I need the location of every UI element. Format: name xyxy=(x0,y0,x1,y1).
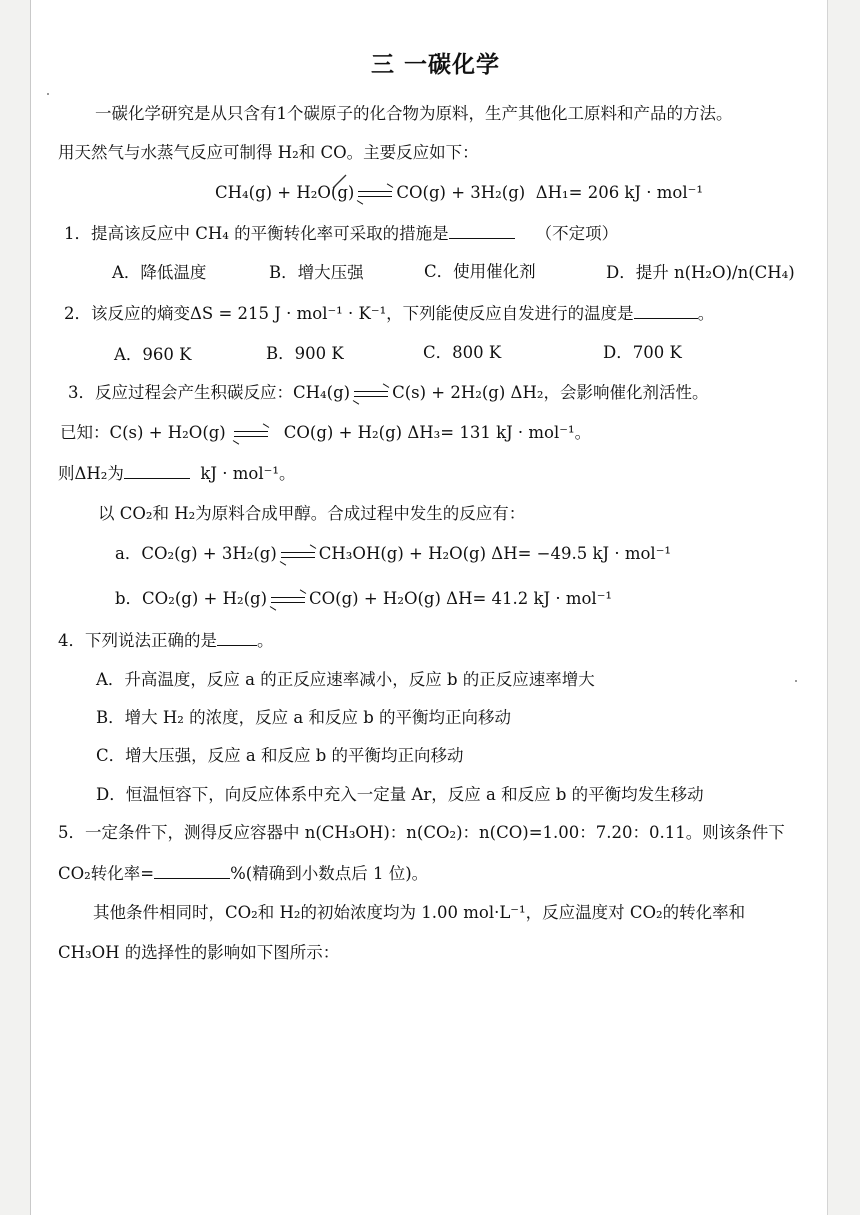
answer-blank-1 xyxy=(449,222,515,239)
q2-option-c: C．800 K xyxy=(423,343,502,362)
intro-line-2: 用天然气与水蒸气反应可制得 H₂和 CO。主要反应如下： xyxy=(58,143,479,162)
q4-option-a: A．升高温度，反应 a 的正反应速率减小，反应 b 的正反应速率增大 xyxy=(96,670,595,689)
scan-speck xyxy=(795,680,797,682)
reaction-b-reactants: b．CO₂(g) + H₂(g) xyxy=(115,589,268,608)
reaction-b-products: CO(g) + H₂O(g) ΔH= 41.2 kJ · mol⁻¹ xyxy=(309,589,613,608)
question-3-ask-unit: kJ · mol⁻¹。 xyxy=(200,464,296,483)
question-3-ask-prefix: 则ΔH₂为 xyxy=(58,464,124,483)
section-title: 三 一碳化学 xyxy=(371,51,501,78)
equilibrium-arrow-icon xyxy=(358,189,392,199)
question-3-known-left: 已知：C(s) + H₂O(g) xyxy=(60,423,226,442)
answer-blank-5 xyxy=(154,862,230,879)
question-4 xyxy=(58,629,274,652)
reaction-a-products: CH₃OH(g) + H₂O(g) ΔH= −49.5 kJ · mol⁻¹ xyxy=(318,544,672,563)
question-2-end: 。 xyxy=(697,304,715,323)
question-4-end: 。 xyxy=(257,631,274,650)
intro-line-1: 一碳化学研究是从只含有1个碳原子的化合物为原料，生产其他化工原料和产品的方法。 xyxy=(95,104,733,123)
q1-option-a: A．降低温度 xyxy=(112,263,207,282)
q4-option-b: B．增大 H₂ 的浓度，反应 a 和反应 b 的平衡均正向移动 xyxy=(96,708,511,727)
q1-option-d: D．提升 n(H₂O)/n(CH₄) xyxy=(606,263,795,282)
question-1-note: （不定项） xyxy=(535,224,619,243)
answer-blank-3 xyxy=(124,462,190,479)
q1-option-c: C．使用催化剂 xyxy=(424,262,536,281)
q1-option-b: B．增大压强 xyxy=(269,263,364,282)
equilibrium-arrow-icon xyxy=(281,550,315,560)
q2-option-b: B．900 K xyxy=(266,344,344,363)
methanol-intro: 以 CO₂和 H₂为原料合成甲醇。合成过程中发生的反应有： xyxy=(98,504,526,523)
closing-line-2: CH₃OH 的选择性的影响如下图所示： xyxy=(58,943,340,962)
closing-line-1: 其他条件相同时，CO₂和 H₂的初始浓度均为 1.00 mol·L⁻¹，反应温度对 CO₂的转化率和 xyxy=(93,903,746,922)
question-3-known-right: CO(g) + H₂(g) ΔH₃= 131 kJ · mol⁻¹。 xyxy=(283,423,592,442)
answer-blank-4 xyxy=(217,629,257,646)
reaction-1 xyxy=(215,182,703,204)
question-1 xyxy=(64,222,618,245)
question-5-prefix: CO₂转化率= xyxy=(58,864,155,883)
reaction-1-products: CO(g) + 3H₂(g) xyxy=(396,183,526,202)
question-2 xyxy=(64,302,714,325)
question-3-known xyxy=(60,422,591,444)
question-4-stem: 4．下列说法正确的是 xyxy=(58,631,217,650)
question-3-stem xyxy=(68,382,708,404)
question-5-line-1: 5．一定条件下，测得反应容器中 n(CH₃OH)：n(CO₂)：n(CO)=1.00：7.20：0.11。则该条件下 xyxy=(58,823,785,842)
q2-option-d: D．700 K xyxy=(603,343,682,362)
question-3-stem-left: 3．反应过程会产生积碳反应：CH₄(g) xyxy=(68,383,351,402)
reaction-1-enthalpy: ΔH₁= 206 kJ · mol⁻¹ xyxy=(535,183,703,202)
scan-speck xyxy=(47,93,49,95)
reaction-1-reactants: CH₄(g) + H₂O(g) xyxy=(215,183,355,202)
question-1-stem: 1．提高该反应中 CH₄ 的平衡转化率可采取的措施是 xyxy=(64,224,449,243)
question-5-suffix: %(精确到小数点后 1 位)。 xyxy=(230,864,429,883)
equilibrium-arrow-icon xyxy=(354,389,388,399)
equilibrium-arrow-icon xyxy=(271,595,305,605)
equilibrium-arrow-icon xyxy=(234,429,268,439)
question-5-line-2 xyxy=(58,862,428,885)
q4-option-d: D．恒温恒容下，向反应体系中充入一定量 Ar，反应 a 和反应 b 的平衡均发生移动 xyxy=(96,785,704,804)
answer-blank-2 xyxy=(634,302,698,319)
methanol-reaction-b xyxy=(115,588,612,610)
methanol-reaction-a xyxy=(115,543,671,565)
question-2-stem: 2．该反应的熵变ΔS = 215 J · mol⁻¹ · K⁻¹，下列能使反应自发进行的温度是 xyxy=(64,304,634,323)
handwritten-tick-mark xyxy=(332,174,348,190)
question-3-stem-right: C(s) + 2H₂(g) ΔH₂，会影响催化剂活性。 xyxy=(392,383,709,402)
question-3-ask xyxy=(58,462,295,485)
q4-option-c: C．增大压强，反应 a 和反应 b 的平衡均正向移动 xyxy=(96,746,464,765)
reaction-a-reactants: a．CO₂(g) + 3H₂(g) xyxy=(115,544,277,563)
q2-option-a: A．960 K xyxy=(114,345,192,364)
